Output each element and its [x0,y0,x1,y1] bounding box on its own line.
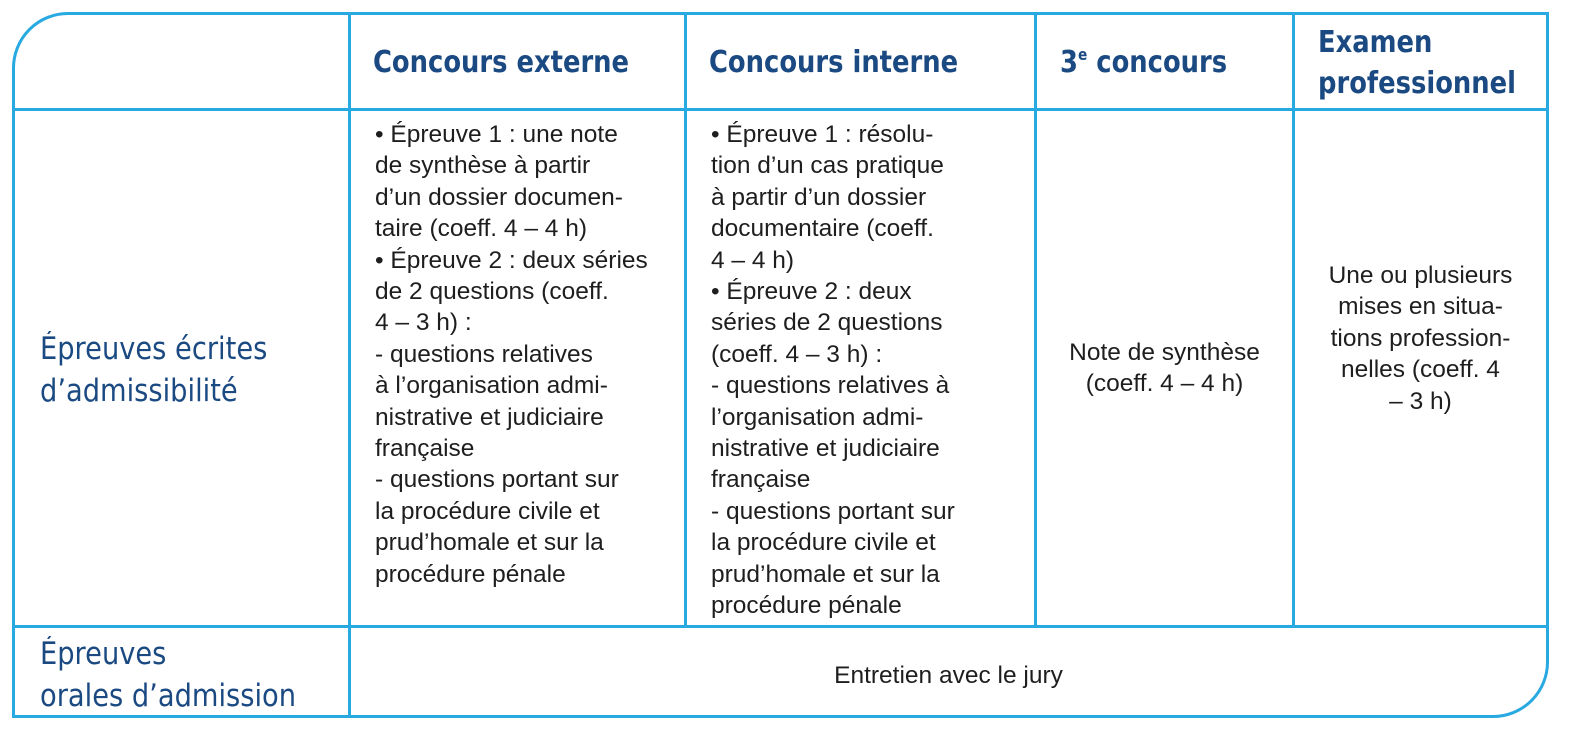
text-line: procédure pénale [711,592,902,620]
text-line: Une ou plusieurs [1328,262,1513,289]
row-label-orales-line2: orales d’admission [40,678,297,714]
text-line: tion d’un cas pratique [711,152,944,180]
row-label-orales-line1: Épreuves [40,636,167,672]
troisieme-number: 3 [1060,45,1078,80]
header-concours-interne: Concours interne [709,45,959,80]
text-line: documentaire (coeff. [711,215,934,243]
text-line: - questions relatives [375,340,593,368]
text-line: Note de synthèse [1069,339,1260,366]
text-line: française [375,435,475,463]
text-line: (coeff. 4 – 3 h) : [711,340,883,368]
troisieme-superscript: e [1077,45,1088,64]
header-examen-line1: Examen [1318,25,1433,60]
cell-ecrites-externe [375,119,648,590]
text-line: • Épreuve 2 : deux [711,278,912,306]
text-line: taire (coeff. 4 – 4 h) [375,215,587,243]
text-line: française [711,466,811,494]
row-label-ecrites-line1: Épreuves écrites [40,331,268,367]
exam-table [12,12,1549,718]
cell-ecrites-troisieme [1037,337,1292,400]
text-line: d’un dossier documen- [375,183,623,211]
cell-ecrites-examen [1295,260,1546,417]
text-line: prud’homale et sur la [375,529,604,557]
header-troisieme-concours [1060,42,1227,83]
text-line: la procédure civile et [375,497,600,525]
text-line: procédure pénale [375,560,566,588]
col-divider-2 [684,15,687,625]
troisieme-label: concours [1087,45,1228,80]
text-line: mises en situa- [1338,293,1503,321]
text-line: à partir d’un dossier [711,183,927,211]
row-label-epreuves-orales [40,633,296,717]
text-line: - questions portant sur [375,466,619,494]
text-line: – 3 h) [1389,387,1452,415]
col-divider-3 [1034,15,1037,625]
text-line: nistrative et judiciaire [711,435,940,463]
text-line: de synthèse à partir [375,152,591,180]
row-label-epreuves-ecrites [40,328,267,412]
text-line: prud’homale et sur la [711,560,940,588]
text-line: nelles (coeff. 4 [1341,356,1500,384]
text-line: séries de 2 questions [711,309,943,337]
text-line: 4 – 3 h) : [375,309,472,337]
text-line: à l’organisation admi- [375,372,608,400]
cell-ecrites-interne [711,119,955,622]
header-examen-line2: professionnel [1318,66,1517,101]
text-line: l’organisation admi- [711,403,924,431]
text-line: • Épreuve 1 : une note [375,121,618,148]
text-line: - questions portant sur [711,497,955,525]
text-line: • Épreuve 1 : résolu- [711,121,934,148]
text-line: • Épreuve 2 : deux séries [375,246,648,274]
text-line: (coeff. 4 – 4 h) [1085,370,1244,398]
text-line: nistrative et judiciaire [375,403,604,431]
header-divider [15,108,1546,111]
row-label-ecrites-line2: d’admissibilité [40,373,238,409]
text-line: de 2 questions (coeff. [375,278,609,306]
text-line: 4 – 4 h) [711,246,795,274]
col-divider-1 [348,15,351,715]
text-line: - questions relatives à [711,372,950,400]
header-concours-externe: Concours externe [373,45,630,80]
row-divider [15,625,1546,628]
text-line: tions profession- [1330,324,1511,352]
cell-orales-entretien: Entretien avec le jury [834,662,1063,689]
header-examen-professionnel [1318,22,1516,104]
text-line: la procédure civile et [711,529,936,557]
